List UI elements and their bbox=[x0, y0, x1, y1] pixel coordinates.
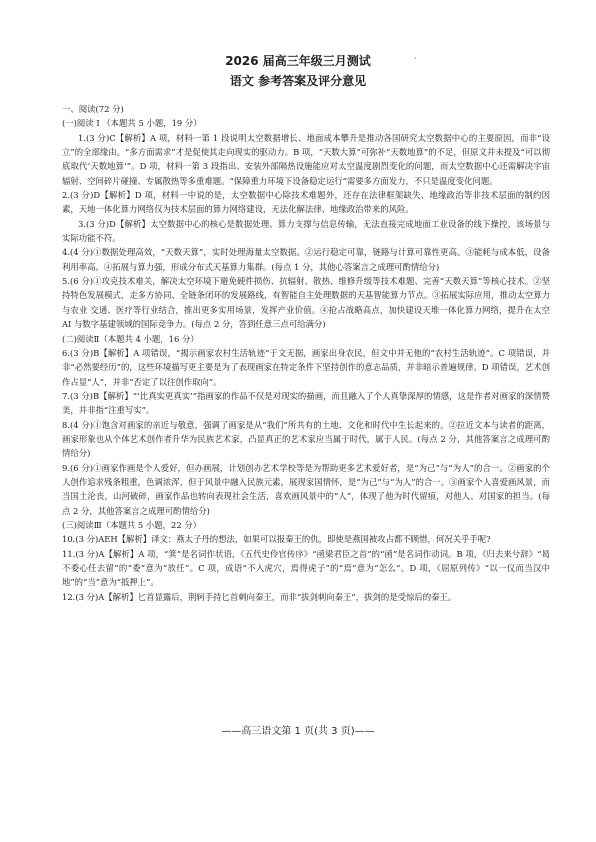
answer-paragraph: 6.(3 分)B【解析】A 项错误，“揭示画家农村生活轨迹”于文无据，画家出身农民，但文中并无他的“农村生活轨迹”。C 项错误，并非“必然要经历”的，这些环境描写更主要是为了表现画家在特定条件下坚持创作的意志品质，并非暗示普遍规律。D 项错误，艺术创作占显“人”，并非“否定了以往创作取向”。 bbox=[62, 347, 550, 387]
answer-paragraph: 7.(3 分)B【解析】“‘比真实更真实’”指画家的作品不仅是对现实的描画，而且融入了个人真挚深厚的情感，这是作者对画家的深情赞美，并非指“注重写实”。 bbox=[62, 390, 550, 416]
section-heading: 一、阅读(72 分) bbox=[62, 104, 124, 114]
answer-paragraph: 11.(3 分)A【解析】A 项，“箕”是名词作状语，《五代史伶官传序》“函梁君臣之首”的“函”是名词作动词。B 项，《归去来兮辞》“曷不委心任去留”的“委”意为“放任”。C 项，成语“不入虎穴，焉得虎子”的“焉”意为“怎么”。D 项，《屈原列传》“以一仪而当汉中地”的“当”意为“抵押上”。 bbox=[62, 548, 550, 588]
answer-paragraph: 1.(3 分)C【解析】A 项，材料一第 1 段说明太空数据增长、地面成本攀升是推动各国研究太空数据中心的主要原因，而非“设立”的全部缘由。“多方面需求”才是促使其走向现实的驱动力。B 项，“天数大算”可弥补“天数地算”的不足，但原文并未提及“可以彻底取代‘天数地算’”。D 项，材料一第 3 段指出、安装外部隔热设施能应对太空温度剧烈变化的问题，而太空数据中心还需解决宇宙辐射、空间碎片碰撞、专属散热等多重难题。“保障重力环境下设备稳定运行”需要多方面发力，不只是温度变化问题。 bbox=[62, 132, 550, 186]
answer-paragraph: 4.(4 分)①数据处理高效，“天数天算”，实时处理海量太空数据。②运行稳定可靠，链路与计算可靠性更高。③能耗与成本低，设备利用率高。④拓展与算力强，形成分布式天基算力集群。(每点 1 分，其他心答案言之成理可酌情给分) bbox=[62, 247, 550, 272]
answer-paragraph: 5.(6 分)①攻克技术难关，解决太空环境下避免硬件损伤、抗辐射、散热、维修升级等技术难题、完善“天数天算”等核心技术。②坚持特色发展模式，走多方协同、全链条闭环的发展路线，有智能自主处理数据的天基智能算力节点。③拓展实际应用，推动太空算力与农业 交通、医疗等行业结合，推出更多实用场景，发挥产业价值。④抢占战略高点，加快建设天堆一体化算力网络，提升在太空 AI 与数字基建领域的国际竞争力。(每点 2 分，答到任意三点可给满分) bbox=[62, 276, 550, 330]
answer-paragraph: 10.(3 分)AEH【解析】译文：燕太子丹的想法，如果可以报秦王的仇，即使是燕国被攻占都不顾惜，何况关乎手呢? bbox=[62, 534, 491, 545]
answer-paragraph: 8.(4 分)①饱含对画家的亲近与敬意，强调了画家是从“我们”所共有的土地、文化和时代中生长起来的。②拉近文本与读者的距离，画家形象也从个体艺术创作者升华为民族艺术家，凸显真正的艺术家应当属于时代，属于人民。(每点 2 分，其他答案言之成理可酌情给分) bbox=[62, 419, 550, 459]
answer-paragraph: 2.(3 分)D【解析】D 项，材料一中说的是，太空数据中心除技术难题外，还存在法律框架缺失、地缘政治等非技术层面的制约因素，天地一体化算力网络仅为技术层面的算力网络建设，无法化解法律、地缘政治带来的风险。 bbox=[62, 190, 550, 215]
subsection-heading: (二)阅读Ⅱ（本题共 4 小题，16 分） bbox=[62, 333, 199, 344]
scan-speck: · bbox=[414, 54, 417, 63]
subsection-heading: (一)阅读 Ⅰ （本题共 5 小题，19 分） bbox=[62, 118, 202, 129]
page-subtitle: 语文 参考答案及评分意见 bbox=[229, 74, 367, 88]
answer-paragraph: 12.(3 分)A【解析】匕首显露后，荆轲手持匕首刺向秦王，而非“拔剑刺向秦王”，拔剑的是受惊后的秦王。 bbox=[62, 591, 457, 602]
answer-paragraph: 9.(6 分)①画家作画是个人爱好，但办画展，计划创办艺术学校等是为帮助更多艺术爱好者，是“为己”与“为人”的合一。②画家的个人创作追求残条粗重，色调浓浑，但于风景中融入民族元素，展现家国情怀，是“为己”与“为人”的合一。③画家个人喜爱画风景，而当国土沦丧，山河破碎，画家作品也转向表现社会生活，喜欢画风景中的“人”，体现了他为时代留痕，对他人、对国家的担当。(每点 2 分，其他答案言之成理可酌情给分) bbox=[62, 462, 550, 516]
page-footer: ——高三语文第 1 页(共 3 页)—— bbox=[221, 726, 375, 737]
answer-content bbox=[62, 102, 550, 604]
subsection-heading: (三)阅读Ⅲ（本题共 5 小题，22 分） bbox=[62, 519, 202, 530]
page-title: 2026 届高三年级三月测试 bbox=[225, 54, 371, 68]
answer-paragraph: 3.(3 分)D【解析】太空数据中心的核心是数据处理、算力支撑与信息传输，无法直接完成地面工业设备的线下操控，该场景与实际功能不符。 bbox=[62, 218, 550, 244]
